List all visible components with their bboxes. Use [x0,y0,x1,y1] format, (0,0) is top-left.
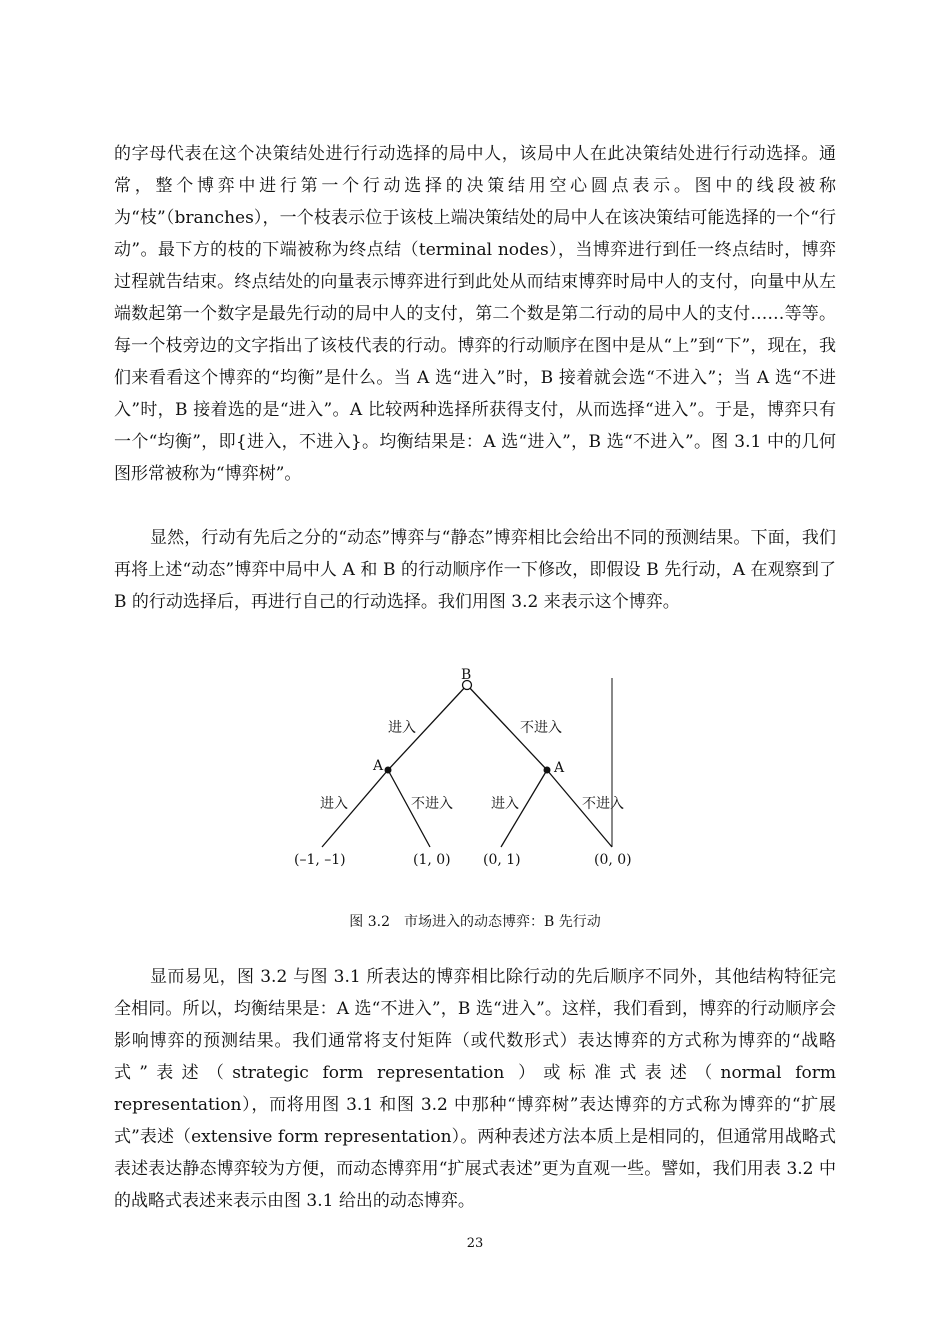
body-paragraph-3: 显而易见，图 3.2 与图 3.1 所表达的博弈相比除行动的先后顺序不同外，其他结构特征完全相同。所以，均衡结果是：A 选“不进入”，B 选“进入”。这样，我们看到，博弈的行动顺序会影响博弈的预测结果。我们通常将支付矩阵（或代数形式）表达博弈的方式称为博弈的“战略式”表述（strategic form representation ）或标准式表述（normal form representation），而将用图 3.1 和图 3.2 中那种“博弈树”表达博弈的方式称为博弈的“扩展式”表述（extensive form representation）。两种表述方法本质上是相同的，但通常用战略式表述表达静态博弈较为方便，而动态博弈用“扩展式表述”更为直观一些。譬如，我们用表 3.2 中的战略式表述来表示由图 3.1 给出的动态博弈。 [114,967,836,1211]
right-left-action-label: 进入 [491,796,519,812]
root-right-action-label: 不进入 [520,720,562,736]
body-paragraph-1: 的字母代表在这个决策结处进行行动选择的局中人，该局中人在此决策结处进行行动选择。通常，整个博弈中进行第一个行动选择的决策结用空心圆点表示。图中的线段被称为“枝”（branches），一个枝表示位于该枝上端决策结处的局中人在该决策结可能选择的一个“行动”。最下方的枝的下端被称为终点结（terminal nodes），当博弈进行到任一终点结时，博弈过程就告结束。终点结处的向量表示博弈进行到此处从而结束博弈时局中人的支付，向量中从左端数起第一个数字是最先行动的局中人的支付，第二个数是第二行动的局中人的支付……等等。每一个枝旁边的文字指出了该枝代表的行动。博弈的行动顺序在图中是从“上”到“下”，现在，我们来看看这个博弈的“均衡”是什么。当 A 选“进入”时，B 接着就会选“不进入”；当 A 选“不进入”时，B 接着选的是“进入”。A 比较两种选择所获得支付，从而选择“进入”。于是，博弈只有一个“均衡”，即{进入，不进入}。均衡结果是：A 选“进入”，B 选“不进入”。图 3.1 中的几何图形常被称为“博弈树”。 [114,144,836,484]
body-paragraph-2: 显然，行动有先后之分的“动态”博弈与“静态”博弈相比会给出不同的预测结果。下面，我们再将上述“动态”博弈中局中人 A 和 B 的行动顺序作一下修改，即假设 B 先行动，A 在观察到了 B 的行动选择后，再进行自己的行动选择。我们用图 3.2 来表示这个博弈。 [114,528,836,612]
game-tree-diagram [280,660,660,880]
payoff-label-1: (–1, –1) [294,852,346,868]
left-decision-node [385,767,392,774]
left-left-action-label: 进入 [320,796,348,812]
page-number: 23 [466,1236,484,1251]
payoff-label-4: (0, 0) [594,852,632,868]
left-right-action-label: 不进入 [411,796,453,812]
root-player-label: B [461,667,472,683]
right-decision-node [544,767,551,774]
payoff-label-2: (1, 0) [413,852,451,868]
game-tree-figure [280,660,660,880]
left-player-label: A [373,758,384,774]
right-right-action-label: 不进入 [582,796,624,812]
payoff-label-3: (0, 1) [483,852,521,868]
figure-caption: 图 3.2 市场进入的动态博弈：B 先行动 [349,914,601,930]
right-player-label: A [554,760,565,776]
root-left-action-label: 进入 [388,720,416,736]
